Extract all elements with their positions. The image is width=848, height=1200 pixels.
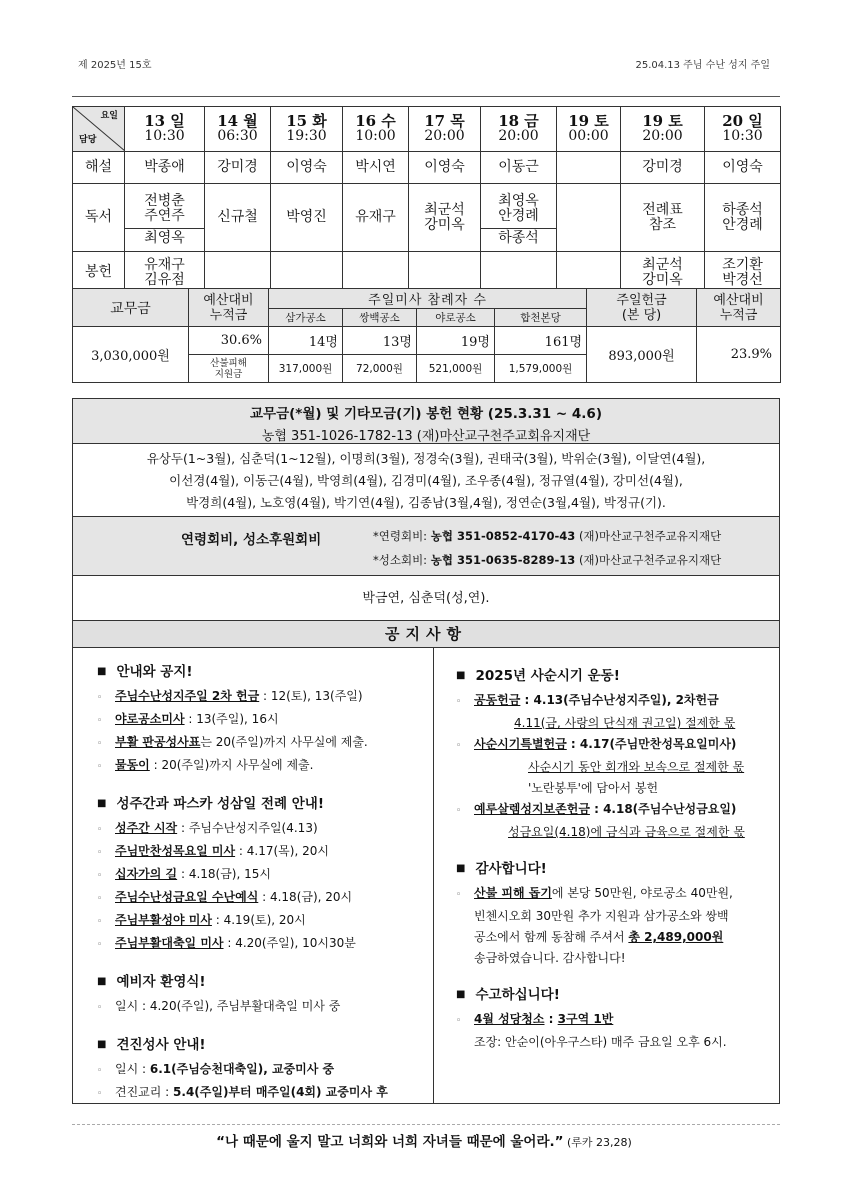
day-label: 13 일 — [144, 112, 185, 130]
circle-bullet-icon: ◦ — [97, 825, 103, 835]
section-title: ■ 감사합니다! — [456, 861, 547, 877]
footer-divider — [72, 1124, 780, 1125]
time-label: 20:00 — [424, 128, 465, 144]
list-item-continued: 송금하였습니다. 감사합니다! — [474, 951, 626, 965]
notice-left-column — [72, 648, 434, 1104]
list-item: ◦ 주님부활대축일 미사 : 4.20(주일), 10시30분 — [97, 933, 433, 956]
membership-line-2 — [373, 552, 721, 568]
reading-cell: 전례표 참조 — [621, 184, 705, 252]
sunday-offering-label: 주일헌금 (본 당) — [587, 289, 697, 327]
day-label: 16 수 — [355, 112, 396, 130]
donor-line: 박경희(4월), 노호영(4월), 박기연(4월), 김종남(3월,4월), 정연순(3월,4월), 박정규(기). — [186, 495, 666, 510]
list-item: ◦ 주님만찬성목요일 미사 : 4.17(목), 20시 — [97, 841, 433, 864]
membership-label: *연령회비: — [373, 529, 428, 543]
reading-cell-b: 하종석 — [481, 228, 556, 248]
square-bullet-icon: ■ — [456, 863, 466, 874]
time-label: 10:30 — [144, 128, 185, 144]
list-item: ◦ 십자가의 길 : 4.18(금), 15시 — [97, 864, 433, 887]
finance-table — [72, 288, 781, 383]
square-bullet-icon: ■ — [97, 976, 107, 987]
budget-label: 예산대비 누적금 — [189, 289, 269, 327]
donor-line: 이선경(4월), 이동근(4월), 박영희(4월), 김경미(4월), 조우종(4월), 정규열(4월), 강미선(4월), — [169, 473, 683, 488]
notice-title: 공지사항 — [72, 620, 780, 648]
circle-bullet-icon: ◦ — [97, 693, 103, 703]
donor-line: 유상두(1~3월), 심춘덕(1~12월), 이명희(3월), 정경숙(3월), 권태국(3월), 박위순(3월), 이달연(4월), — [146, 451, 706, 466]
budget-percent: 30.6% — [189, 327, 269, 355]
relief-amount: 521,000원 — [417, 355, 495, 383]
time-label: 20:00 — [498, 128, 539, 144]
circle-bullet-icon: ◦ — [97, 1003, 103, 1013]
corner-cell — [73, 107, 124, 151]
reading-cell-empty — [557, 184, 621, 252]
reading-cell: 박영진 — [271, 184, 343, 252]
circle-bullet-icon: ◦ — [97, 894, 103, 904]
circle-bullet-icon: ◦ — [97, 848, 103, 858]
schedule-day-row — [73, 107, 781, 152]
circle-bullet-icon: ◦ — [97, 739, 103, 749]
role-commentary: 해설 — [73, 152, 125, 184]
membership-account: 농협 351-0852-4170-43 — [430, 529, 576, 543]
reading-cell-b: 최영옥 — [125, 228, 204, 248]
reading-cell: 신규철 — [205, 184, 271, 252]
list-item-continued: '노란봉투'에 담아서 봉헌 — [528, 781, 659, 795]
day-label: 14 월 — [217, 112, 258, 130]
time-label: 19:30 — [286, 128, 327, 144]
time-label: 10:30 — [722, 128, 763, 144]
square-bullet-icon: ■ — [97, 798, 107, 809]
offering-cell: 유재구 김유점 — [125, 252, 205, 294]
reading-cell: 최군석 강미옥 — [409, 184, 481, 252]
liturgy-schedule-table — [72, 106, 781, 294]
reading-cell: 하종석 안경례 — [705, 184, 781, 252]
list-item: ◦ 부활 판공성사표는 20(주일)까지 사무실에 제출. — [97, 732, 433, 755]
diocese-fee-amount: 3,030,000원 — [73, 327, 189, 383]
membership-label: *성소회비: — [373, 553, 428, 567]
reading-cell-a: 전병춘 주연주 — [144, 192, 185, 224]
attendance-col: 쌍백공소 — [343, 309, 417, 327]
section-title: ■ 2025년 사순시기 운동! — [456, 668, 620, 684]
quote-text: “나 때문에 울지 말고 너희와 너희 자녀들 때문에 울어라.” — [216, 1134, 564, 1150]
footer-quote — [0, 1130, 848, 1150]
attendance-count: 19명 — [417, 327, 495, 355]
list-item: ◦ 견진교리 : 5.4(주일)부터 매주일(4회) 교중미사 후 — [97, 1082, 433, 1105]
issue-date: 25.04.13 주님 수난 성지 주일 — [635, 60, 770, 71]
list-item: ◦ 주님부활성야 미사 : 4.19(토), 20시 — [97, 910, 433, 933]
attendance-label: 주일미사 참례자 수 — [269, 289, 587, 309]
section-title: ■ 견진성사 안내! — [97, 1037, 206, 1053]
list-item-continued: 4.11(금, 사랑의 단식재 권고일) 절제한 몫 — [514, 716, 736, 730]
commentary-row — [73, 152, 781, 184]
donations-account: 농협 351-1026-1782-13 (재)마산교구천주교회유지재단 — [261, 429, 591, 444]
day-label: 17 목 — [424, 112, 465, 130]
section-title: ■ 성주간과 파스카 성삼일 전례 안내! — [97, 796, 324, 812]
relief-fund-label: 산불피해 지원금 — [189, 355, 269, 383]
notice-right-column — [433, 648, 780, 1104]
attendance-count: 14명 — [269, 327, 343, 355]
list-item: ◦ 일시 : 4.20(주일), 주님부활대축일 미사 중 — [97, 996, 433, 1019]
list-item: ◦ 예루살렘성지보존헌금 : 4.18(주님수난성금요일) — [456, 799, 779, 822]
membership-org: (재)마산교구천주교유지재단 — [578, 529, 722, 543]
commentary-cell: 박종애 — [125, 152, 205, 184]
circle-bullet-icon: ◦ — [456, 806, 462, 816]
commentary-cell: 이영숙 — [705, 152, 781, 184]
time-label: 06:30 — [217, 128, 258, 144]
membership-header — [72, 516, 780, 576]
role-offering: 봉헌 — [73, 252, 125, 294]
donations-header — [72, 398, 780, 444]
section-title: ■ 수고하십니다! — [456, 987, 560, 1003]
circle-bullet-icon: ◦ — [97, 762, 103, 772]
day-label: 19 토 — [568, 112, 609, 130]
commentary-cell: 이영숙 — [271, 152, 343, 184]
circle-bullet-icon: ◦ — [97, 1066, 103, 1076]
list-item: ◦ 사순시기특별헌금 : 4.17(주님만찬성목요일미사) — [456, 734, 779, 757]
list-item: ◦ 4월 성당청소 : 3구역 1반 — [456, 1009, 779, 1032]
list-item-continued: 빈첸시오회 30만원 추가 지원과 삼가공소와 쌍백 — [474, 909, 729, 923]
list-item: ◦ 물동이 : 20(주일)까지 사무실에 제출. — [97, 755, 433, 778]
attendance-col: 야로공소 — [417, 309, 495, 327]
role-reading: 독서 — [73, 184, 125, 252]
commentary-cell: 박시연 — [343, 152, 409, 184]
donations-list — [72, 443, 780, 517]
corner-day-label: 요일 — [100, 111, 118, 121]
day-label: 20 일 — [722, 112, 763, 130]
circle-bullet-icon: ◦ — [456, 741, 462, 751]
day-label: 18 금 — [498, 112, 539, 130]
list-item: ◦ 산불 피해 돕기에 본당 50만원, 야로공소 40만원, — [456, 883, 779, 906]
membership-title: 연령회비, 성소후원회비 — [181, 532, 322, 548]
sunday-offering-amount: 893,000원 — [587, 327, 697, 383]
square-bullet-icon: ■ — [456, 670, 466, 681]
reading-cell-a: 최영옥 안경례 — [498, 192, 539, 224]
reading-row — [73, 184, 781, 252]
offering-cell: 조기환 박경선 — [705, 252, 781, 294]
circle-bullet-icon: ◦ — [456, 890, 462, 900]
list-item: ◦ 야로공소미사 : 13(주일), 16시 — [97, 709, 433, 732]
circle-bullet-icon: ◦ — [97, 940, 103, 950]
list-item-continued: 성금요일(4.18)에 금식과 금육으로 절제한 몫 — [508, 825, 745, 839]
list-item-continued: 조장: 안순이(아우구스타) 매주 금요일 오후 6시. — [474, 1035, 727, 1049]
square-bullet-icon: ■ — [456, 989, 466, 1000]
commentary-cell — [557, 152, 621, 184]
reading-cell: 유재구 — [343, 184, 409, 252]
circle-bullet-icon: ◦ — [456, 697, 462, 707]
circle-bullet-icon: ◦ — [97, 917, 103, 927]
relief-amount: 1,579,000원 — [495, 355, 587, 383]
header-rule — [72, 96, 780, 97]
relief-amount: 317,000원 — [269, 355, 343, 383]
list-item-continued: 공소에서 함께 동참해 주셔서 총 2,489,000원 — [474, 930, 724, 944]
list-item-continued: 사순시기 동안 회개와 보속으로 절제한 몫 — [528, 760, 745, 774]
commentary-cell: 강미경 — [621, 152, 705, 184]
membership-line-1 — [373, 528, 721, 544]
section-title: ■ 안내와 공지! — [97, 664, 193, 680]
quote-reference: (루카 23,28) — [563, 1136, 632, 1149]
attendance-col: 삼가공소 — [269, 309, 343, 327]
diocese-fee-label: 교무금 — [73, 289, 189, 327]
day-label: 15 화 — [286, 112, 327, 130]
list-item: ◦ 공동헌금 : 4.13(주님수난성지주일), 2차헌금 — [456, 690, 779, 713]
budget2-label: 예산대비 누적금 — [697, 289, 781, 327]
section-title: ■ 예비자 환영식! — [97, 974, 206, 990]
commentary-cell: 이동근 — [481, 152, 557, 184]
attendance-count: 13명 — [343, 327, 417, 355]
time-label: 20:00 — [642, 128, 683, 144]
circle-bullet-icon: ◦ — [97, 716, 103, 726]
relief-amount: 72,000원 — [343, 355, 417, 383]
square-bullet-icon: ■ — [97, 1039, 107, 1050]
circle-bullet-icon: ◦ — [456, 1016, 462, 1026]
time-label: 10:00 — [355, 128, 396, 144]
list-item: ◦ 성주간 시작 : 주님수난성지주일(4.13) — [97, 818, 433, 841]
day-label: 19 토 — [642, 112, 683, 130]
offering-cell: 최군석 강미옥 — [621, 252, 705, 294]
membership-donors: 박금연, 심춘덕(성,연). — [72, 575, 780, 621]
circle-bullet-icon: ◦ — [97, 1089, 103, 1099]
attendance-col: 합천본당 — [495, 309, 587, 327]
issue-number: 제 2025년 15호 — [78, 60, 152, 71]
square-bullet-icon: ■ — [97, 666, 107, 677]
list-item: ◦ 주님수난성지주일 2차 헌금 : 12(토), 13(주일) — [97, 686, 433, 709]
budget2-percent: 23.9% — [697, 327, 781, 383]
circle-bullet-icon: ◦ — [97, 871, 103, 881]
membership-account: 농협 351-0635-8289-13 — [430, 553, 576, 567]
time-label: 00:00 — [568, 128, 609, 144]
commentary-cell: 강미경 — [205, 152, 271, 184]
corner-role-label: 담당 — [79, 135, 97, 145]
membership-org: (재)마산교구천주교유지재단 — [578, 553, 722, 567]
list-item: ◦ 주님수난성금요일 수난예식 : 4.18(금), 20시 — [97, 887, 433, 910]
commentary-cell: 이영숙 — [409, 152, 481, 184]
attendance-count: 161명 — [495, 327, 587, 355]
list-item: ◦ 일시 : 6.1(주님승천대축일), 교중미사 중 — [97, 1059, 433, 1082]
donations-title: 교무금(*월) 및 기타모금(기) 봉헌 현황 (25.3.31 ~ 4.6) — [249, 406, 602, 422]
